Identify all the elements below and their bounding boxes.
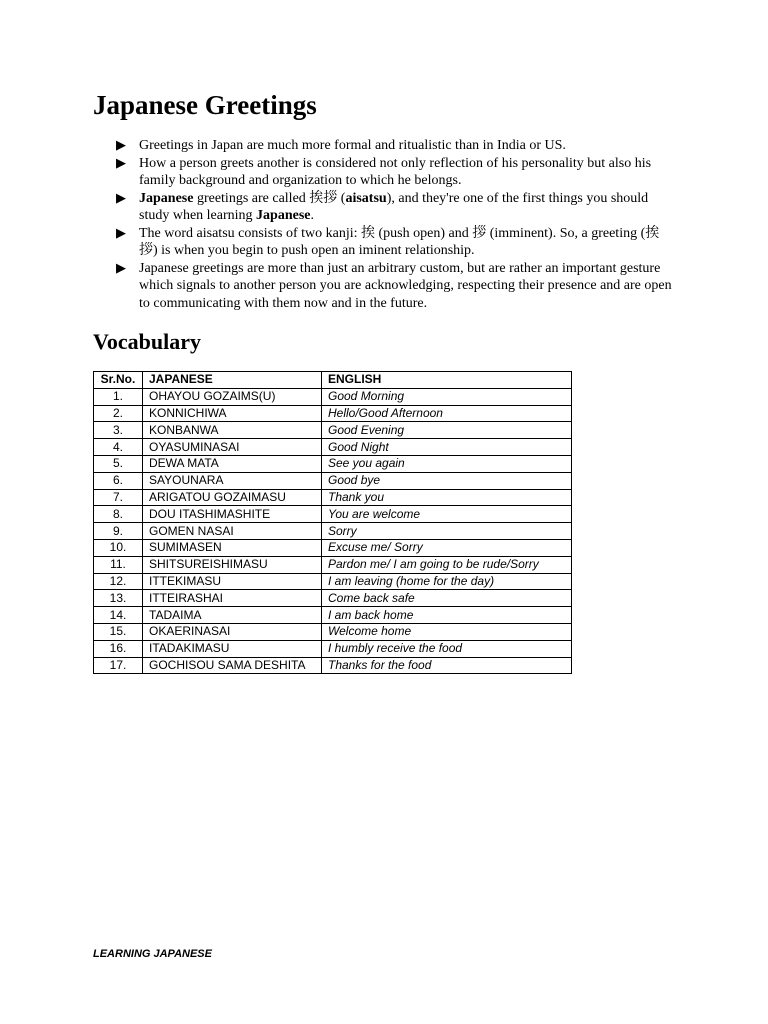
cell-en: I am back home <box>322 607 572 624</box>
bold-text: Japanese <box>256 208 311 223</box>
bullet-item <box>116 260 676 313</box>
cell-jp: GOMEN NASAI <box>143 523 322 540</box>
cell-num: 3. <box>94 422 143 439</box>
right-triangle-icon: ▶ <box>116 225 126 241</box>
cell-num: 9. <box>94 523 143 540</box>
cell-jp: SHITSUREISHIMASU <box>143 556 322 573</box>
cell-jp: GOCHISOU SAMA DESHITA <box>143 657 322 674</box>
cell-en: Thank you <box>322 489 572 506</box>
bullet-text: Japanese greetings are more than just an arbitrary custom, but are rather an important gesture which signals to another person you are acknowledging, respecting their presence and are open to communicating with them now and in the future. <box>139 260 672 311</box>
cell-jp: OKAERINASAI <box>143 623 322 640</box>
table-row <box>94 455 572 472</box>
cell-jp: KONBANWA <box>143 422 322 439</box>
table-row <box>94 556 572 573</box>
bullet-list <box>116 137 676 312</box>
cell-en: I humbly receive the food <box>322 640 572 657</box>
cell-jp: KONNICHIWA <box>143 405 322 422</box>
bullet-text: ), and they're one of the first things you should study when learning <box>139 190 649 223</box>
cell-num: 11. <box>94 556 143 573</box>
cell-num: 16. <box>94 640 143 657</box>
cell-en: Good bye <box>322 472 572 489</box>
table-row <box>94 388 572 405</box>
table-row <box>94 539 572 556</box>
cell-jp: ITTEIRASHAI <box>143 590 322 607</box>
table-row <box>94 405 572 422</box>
cell-en: Good Evening <box>322 422 572 439</box>
cell-en: See you again <box>322 455 572 472</box>
table-row <box>94 607 572 624</box>
bullet-text: . <box>310 208 314 223</box>
table-row <box>94 439 572 456</box>
cell-jp: OYASUMINASAI <box>143 439 322 456</box>
cell-num: 13. <box>94 590 143 607</box>
right-triangle-icon: ▶ <box>116 190 126 206</box>
cell-num: 6. <box>94 472 143 489</box>
cell-jp: DEWA MATA <box>143 455 322 472</box>
bullet-item <box>116 190 676 225</box>
cell-num: 8. <box>94 506 143 523</box>
header-srno: Sr.No. <box>94 372 143 389</box>
table-row <box>94 623 572 640</box>
cell-en: Thanks for the food <box>322 657 572 674</box>
table-row <box>94 472 572 489</box>
cell-jp: TADAIMA <box>143 607 322 624</box>
bold-text: Japanese <box>139 190 194 206</box>
page-title: Japanese Greetings <box>93 90 317 120</box>
cell-en: Excuse me/ Sorry <box>322 539 572 556</box>
table-row <box>94 489 572 506</box>
cell-num: 4. <box>94 439 143 456</box>
header-japanese: JAPANESE <box>143 372 322 389</box>
table-row <box>94 640 572 657</box>
cell-num: 7. <box>94 489 143 506</box>
cell-en: Good Night <box>322 439 572 456</box>
cell-jp: OHAYOU GOZAIMS(U) <box>143 388 322 405</box>
bullet-text: greetings are called 挨拶 ( <box>193 190 346 206</box>
table-row <box>94 506 572 523</box>
table-row <box>94 657 572 674</box>
cell-num: 12. <box>94 573 143 590</box>
cell-num: 5. <box>94 455 143 472</box>
header-english: ENGLISH <box>322 372 572 389</box>
cell-en: Pardon me/ I am going to be rude/Sorry <box>322 556 572 573</box>
table-header-row <box>94 372 572 389</box>
table-row <box>94 573 572 590</box>
cell-num: 14. <box>94 607 143 624</box>
bullet-text: The word aisatsu consists of two kanji: 挨 (push open) and 拶 (imminent). So, a greeting (挨拶) is when you begin to push open an iminent relationship. <box>139 225 660 258</box>
vocabulary-heading: Vocabulary <box>93 329 201 354</box>
cell-jp: SAYOUNARA <box>143 472 322 489</box>
page-footer: LEARNING JAPANESE <box>93 948 212 960</box>
cell-en: Sorry <box>322 523 572 540</box>
cell-num: 10. <box>94 539 143 556</box>
bullet-text: Greetings in Japan are much more formal and ritualistic than in India or US. <box>139 138 566 153</box>
bullet-item <box>116 137 676 155</box>
right-triangle-icon: ▶ <box>116 155 126 171</box>
bullet-text: How a person greets another is considered not only reflection of his personality but also his family background and organization to which he belongs. <box>139 155 652 188</box>
table-row <box>94 590 572 607</box>
cell-en: I am leaving (home for the day) <box>322 573 572 590</box>
bullet-item <box>116 225 676 260</box>
cell-en: You are welcome <box>322 506 572 523</box>
cell-en: Welcome home <box>322 623 572 640</box>
vocabulary-table <box>93 371 572 674</box>
bullet-item <box>116 155 676 190</box>
cell-en: Hello/Good Afternoon <box>322 405 572 422</box>
cell-num: 1. <box>94 388 143 405</box>
cell-jp: SUMIMASEN <box>143 539 322 556</box>
right-triangle-icon: ▶ <box>116 138 126 153</box>
table-row <box>94 422 572 439</box>
cell-jp: ITTEKIMASU <box>143 573 322 590</box>
cell-num: 15. <box>94 623 143 640</box>
cell-num: 17. <box>94 657 143 674</box>
cell-en: Good Morning <box>322 388 572 405</box>
cell-jp: ITADAKIMASU <box>143 640 322 657</box>
cell-jp: DOU ITASHIMASHITE <box>143 506 322 523</box>
table-row <box>94 523 572 540</box>
bold-text: aisatsu <box>345 190 387 206</box>
cell-num: 2. <box>94 405 143 422</box>
right-triangle-icon: ▶ <box>116 260 126 276</box>
cell-en: Come back safe <box>322 590 572 607</box>
cell-jp: ARIGATOU GOZAIMASU <box>143 489 322 506</box>
